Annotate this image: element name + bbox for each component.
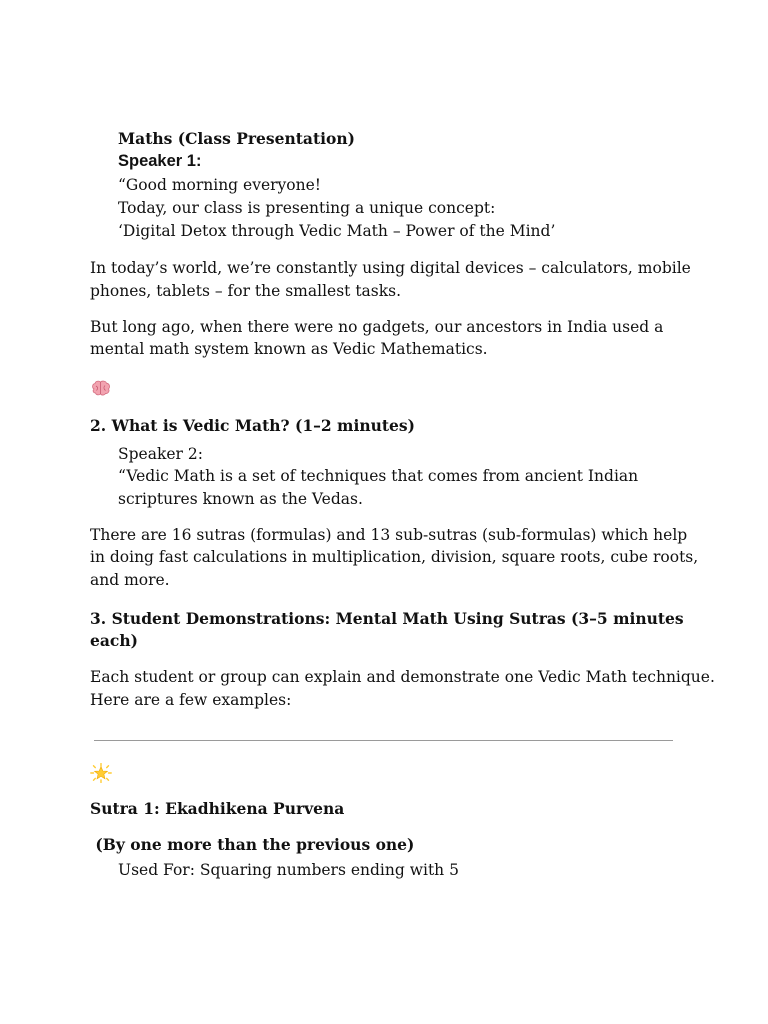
sutra-1-used-for: Used For: Squaring numbers ending with 5 [118,861,459,879]
concept-text: ‘Digital Detox through Vedic Math – Power of the Mind’ [118,222,556,240]
paragraph-2-line-1: But long ago, when there were no gadgets, our ancestors in India used a [90,318,664,336]
sutra-1-heading: Sutra 1: Ekadhikena Purvena [90,799,345,818]
speaker1-label: Speaker 1: [118,152,202,170]
document-title: Maths (Class Presentation) [118,129,355,148]
paragraph-2-line-2: mental math system known as Vedic Mathematics. [90,340,488,358]
star-icon [90,763,112,783]
paragraph-3-line-2: in doing fast calculations in multiplication, division, square roots, cube roots, [90,548,699,566]
paragraph-1-line-2: phones, tablets – for the smallest tasks. [90,282,402,300]
section-3-heading-line-1: 3. Student Demonstrations: Mental Math Using Sutras (3–5 minutes [90,609,684,628]
paragraph-3-line-3: and more. [90,571,170,589]
speaker2-label: Speaker 2: [118,445,203,463]
speaker2-line-2: scriptures known as the Vedas. [118,490,363,508]
speaker2-line-1: “Vedic Math is a set of techniques that comes from ancient Indian [118,467,639,485]
paragraph-1-line-1: In today’s world, we’re constantly using digital devices – calculators, mobile [90,259,691,277]
paragraph-4-line-2: Here are a few examples: [90,691,292,709]
section-2-heading: 2. What is Vedic Math? (1–2 minutes) [90,416,415,435]
paragraph-4-line-1: Each student or group can explain and demonstrate one Vedic Math technique. [90,668,715,686]
horizontal-rule [94,740,673,741]
sutra-1-meaning: (By one more than the previous one) [90,835,415,854]
brain-icon [91,380,111,396]
greeting-text: “Good morning everyone! [118,176,322,194]
section-3-heading-line-2: each) [90,631,138,650]
intro-text: Today, our class is presenting a unique concept: [118,199,496,217]
paragraph-3-line-1: There are 16 sutras (formulas) and 13 sub-sutras (sub-formulas) which help [90,526,688,544]
